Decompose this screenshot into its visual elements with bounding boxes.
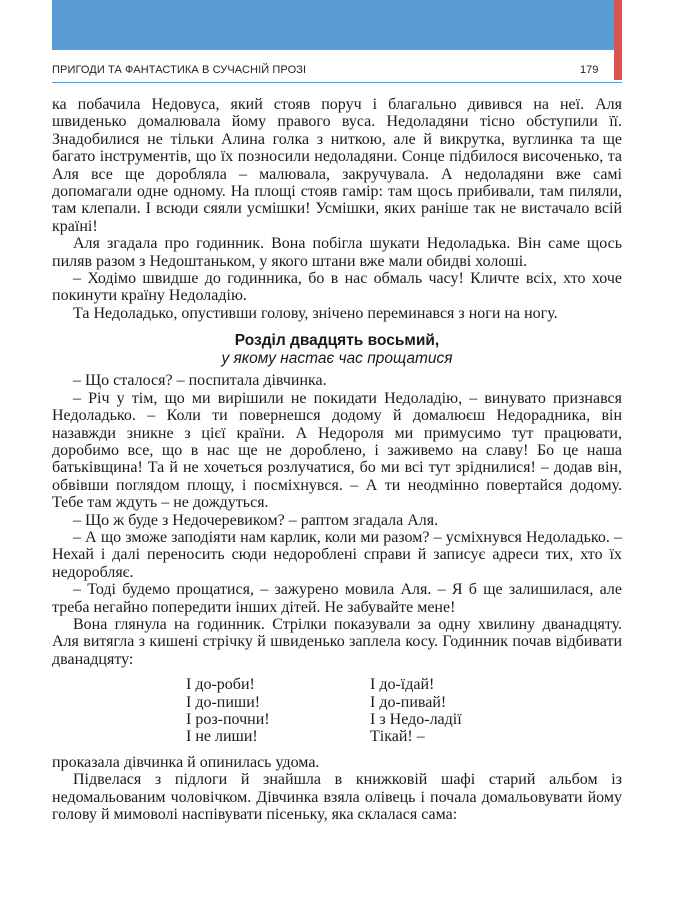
poem-line: І до-пиши!: [186, 693, 261, 711]
paragraph: – Річ у тім, що ми вирішили не покидати Недоладію, – винувато признався Недоладько. – Коли ти повернешся додому й домалюєш Недорадника, він назавжди зникне з цієї країни. А Недороля ми примусимо тут працювати, доробимо все, що в нас ще не дороблено, і заживемо на славу! Бо це наша батьківщина! Та й не хочеться розлучатися, бо ми всі тут зріднилися! – додав він, обвівши поглядом площу, і посміхнувся. – А ти неодмінно повертайся додому. Тебе там ждуть – не дождуться.: [52, 389, 622, 512]
chapter-heading: [52, 332, 622, 368]
paragraph: Підвелася з підлоги й знайшла в книжковій шафі старий альбом із недомальованим чоловічком. Дівчинка взяла олівець і почала домальовувати йому голову й мимоволі наспівувати пісеньку, яка склалася сама:: [52, 771, 622, 824]
paragraph: – Що ж буде з Недочеревиком? – раптом згадала Аля.: [73, 511, 439, 529]
poem-line: І до-роби!: [186, 676, 255, 694]
header-rule: [52, 82, 622, 83]
chapter-subtitle: у якому настає час прощатися: [221, 350, 453, 368]
paragraph: – Ходімо швидше до годинника, бо в нас обмаль часу! Кличте всіх, хто хоче покинути країну Недоладію.: [52, 270, 622, 305]
paragraph: Та Недоладько, опустивши голову, знічено переминався з ноги на ногу.: [73, 304, 558, 322]
running-title: ПРИГОДИ ТА ФАНТАСТИКА В СУЧАСНІЙ ПРОЗІ: [52, 64, 307, 76]
header-color-band: [52, 0, 614, 50]
paragraph: – Тоді будемо прощатися, – зажурено мовила Аля. – Я б ще залишилася, але треба негайно попередити інших дітей. Не забувайте мене!: [52, 581, 622, 616]
poem-column-left: [186, 676, 370, 746]
header-accent-bar: [614, 0, 622, 80]
poem-line: Тікай! –: [370, 728, 425, 746]
paragraph: – А що зможе заподіяти нам карлик, коли ми разом? – усміхнувся Недоладько. – Нехай і далі переносить сюди недороблені справи й записує адреси тих, хто їх недоробляє.: [52, 528, 622, 581]
paragraph: – Що сталося? – поспитала дівчинка.: [73, 372, 327, 390]
paragraph: ка побачила Недовуса, який стояв поруч і благально дивився на неї. Аля швиденько домалювала йому правого вуса. Недоладяни тісно обступили її. Знадобилися не тільки Алина голка з ниткою, але й викрутка, вуглинка та ще багато інструментів, що їх позносили недоладяни. Сонце підбилося височенько, та Аля все ще доробляла – малювала, закручувала. А недоладяни вже самі допомагали одне одному. На площі стояв гамір: там щось прибивали, там пиляли, там клепали. І всюди сяяли усмішки! Усмішки, яких раніше так не вистачало всій країні!: [52, 96, 622, 235]
poem-column-right: [370, 676, 554, 746]
poem-line: І до-пивай!: [370, 693, 447, 711]
page-body: [52, 96, 622, 823]
poem: [186, 676, 622, 746]
poem-line: І не лиши!: [186, 728, 258, 746]
poem-line: І з Недо-ладії: [370, 711, 462, 728]
chapter-title: Розділ двадцять восьмий,: [234, 332, 440, 350]
paragraph: Вона глянула на годинник. Стрілки показували за одну хвилину дванадцяту. Аля витягла з кишені стрічку й швиденько заплела косу. Годинник почав відбивати дванадцяту:: [52, 615, 622, 668]
poem-line: І до-їдай!: [370, 676, 435, 694]
poem-line: І роз-почни!: [186, 711, 270, 728]
paragraph: Аля згадала про годинник. Вона побігла шукати Недоладька. Він саме щось пиляв разом з Недоштаньком, у якого штани вже мали обидві холоші.: [52, 235, 622, 270]
page-number: 179: [580, 64, 599, 76]
paragraph: проказала дівчинка й опинилась удома.: [52, 753, 320, 771]
